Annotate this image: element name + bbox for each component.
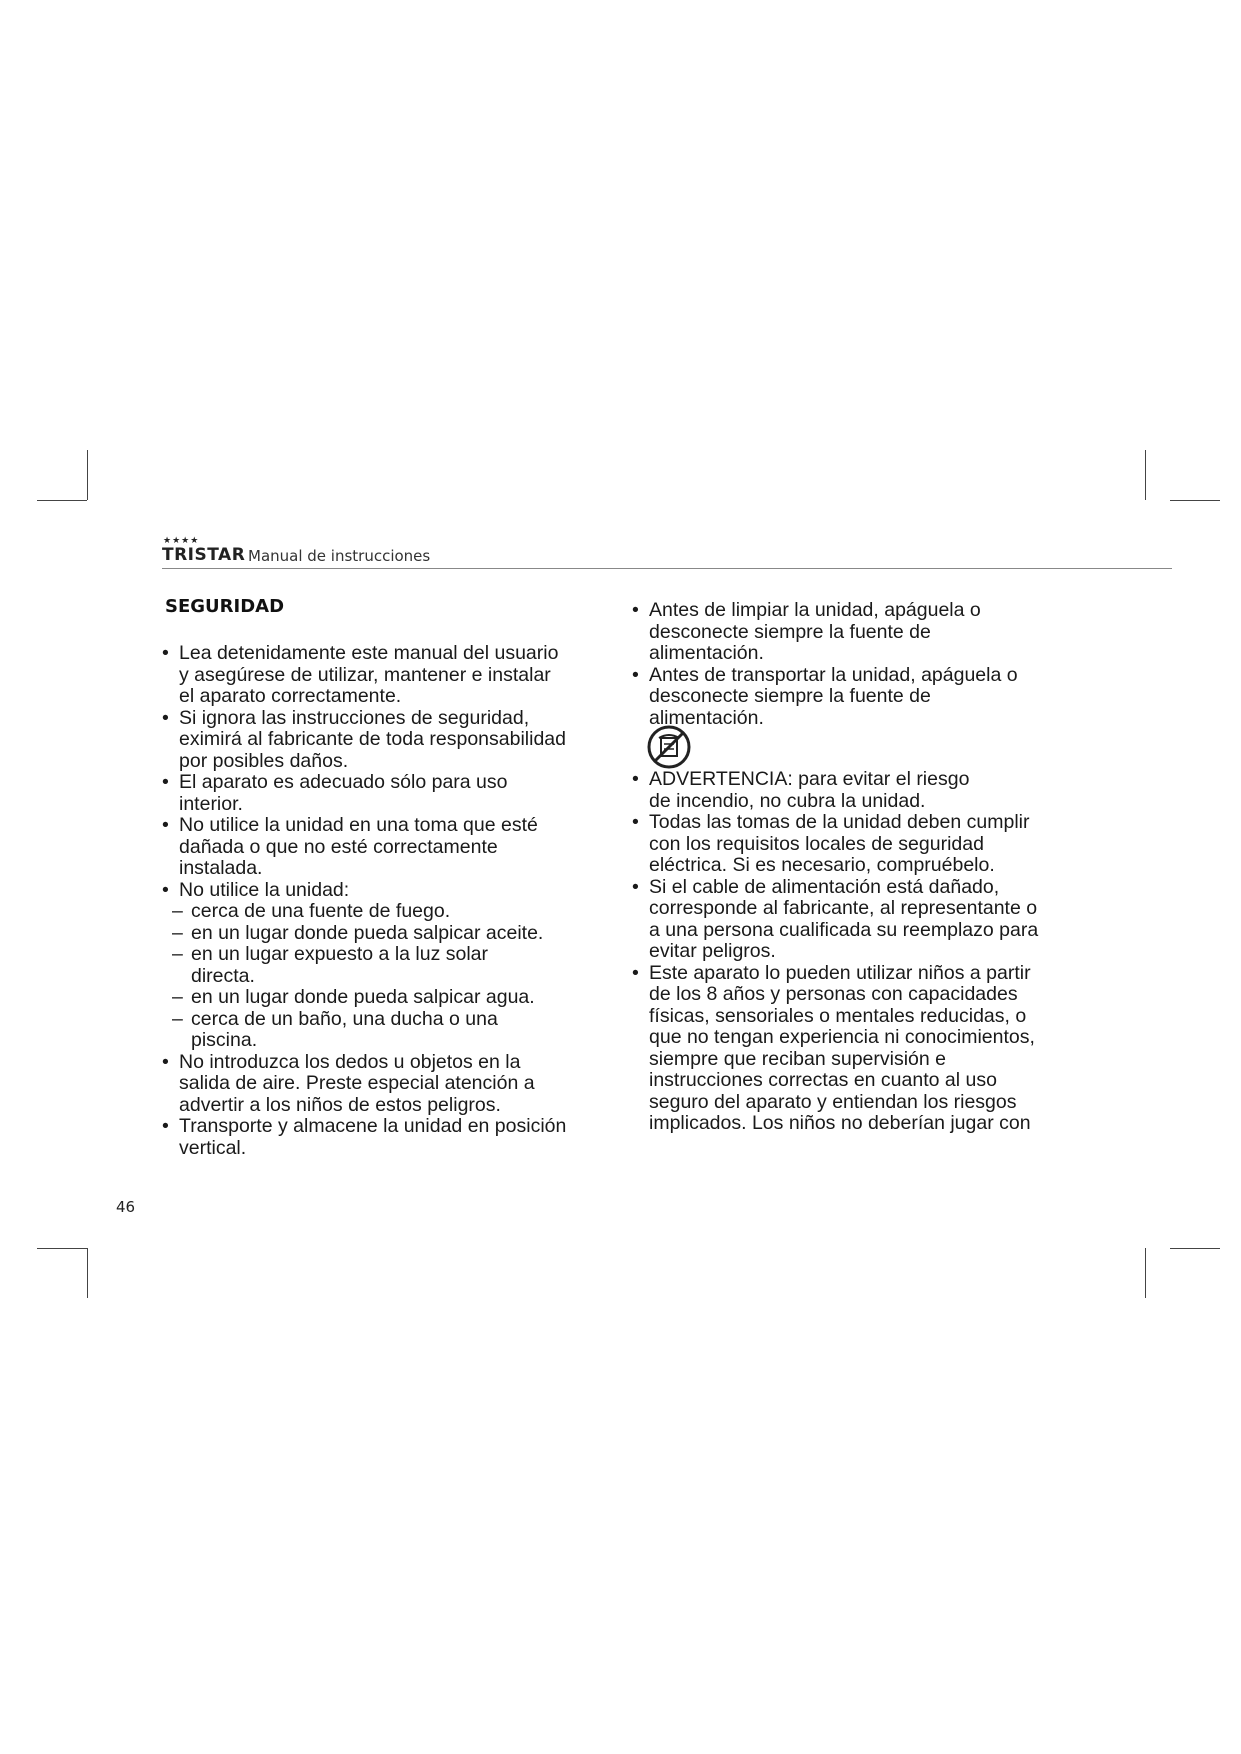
crop-mark (87, 1248, 88, 1298)
sub-list-item: – en un lugar expuesto a la luz solar directa. (162, 944, 632, 987)
list-item: • Antes de limpiar la unidad, apáguela o desconecte siempre la fuente de alimentación. (632, 600, 1102, 665)
crop-mark (1145, 450, 1146, 500)
do-not-cover-icon (646, 724, 692, 770)
list-item: • Si ignora las instrucciones de seguridad, eximirá al fabricante de toda responsabilidad por posibles daños. (162, 708, 632, 773)
list-item: • Transporte y almacene la unidad en posición vertical. (162, 1116, 632, 1159)
warning-item: • ADVERTENCIA: para evitar el riesgo de incendio, no cubra la unidad. (632, 769, 1102, 812)
crop-mark (1170, 1248, 1220, 1249)
list-item: • El aparato es adecuado sólo para uso interior. (162, 772, 632, 815)
section-heading: SEGURIDAD (165, 596, 285, 617)
sub-list-container (162, 901, 632, 1052)
list-item: • Antes de transportar la unidad, apáguela o desconecte siempre la fuente de alimentación. (632, 665, 1102, 730)
list-item: • Si el cable de alimentación está dañado, corresponde al fabricante, al representante o a una persona cualificada su reemplazo para evitar peligros. (632, 877, 1102, 963)
brand-stars: ★★★★ (163, 536, 200, 546)
page-header (162, 536, 1172, 568)
safety-list-left (162, 643, 632, 1159)
crop-mark (87, 450, 88, 500)
crop-mark (37, 500, 87, 501)
list-item: • Este aparato lo pueden utilizar niños a partir de los 8 años y personas con capacidades físicas, sensoriales o mentales reducidas, o que no tengan experiencia ni conocimientos, siempre que reciban supervisión e instrucciones correctas en cuanto al uso seguro del aparato y entiendan los riesgos implicados. Los niños no deberían jugar con (632, 963, 1102, 1135)
header-divider (162, 568, 1172, 569)
list-item: • Lea detenidamente este manual del usuario y asegúrese de utilizar, mantener e instalar el aparato correctamente. (162, 643, 632, 708)
sub-list-item: – en un lugar donde pueda salpicar aceite. (162, 923, 632, 945)
safety-list-right (632, 600, 1102, 1135)
page-number: 46 (116, 1198, 136, 1216)
right-column (632, 600, 1102, 1135)
crop-mark (1145, 1248, 1146, 1298)
list-item: • No utilice la unidad: (162, 880, 632, 902)
sub-list-item: – cerca de un baño, una ducha o una piscina. (162, 1009, 632, 1052)
header-title: Manual de instrucciones (248, 547, 431, 565)
sub-list-item: – cerca de una fuente de fuego. (162, 901, 632, 923)
crop-mark (37, 1248, 87, 1249)
crop-mark (1170, 500, 1220, 501)
sub-list (162, 901, 632, 1052)
list-item: • Todas las tomas de la unidad deben cumplir con los requisitos locales de seguridad eléctrica. Si es necesario, compruébelo. (632, 812, 1102, 877)
sub-list-item: – en un lugar donde pueda salpicar agua. (162, 987, 632, 1009)
brand-logo (162, 536, 246, 568)
left-column (162, 643, 632, 1159)
list-item: • No utilice la unidad en una toma que esté dañada o que no esté correctamente instalada. (162, 815, 632, 880)
icon-spacer (632, 729, 1102, 769)
list-item: • No introduzca los dedos u objetos en la salida de aire. Preste especial atención a advertir a los niños de estos peligros. (162, 1052, 632, 1117)
brand-name: TRISTAR (162, 545, 246, 565)
